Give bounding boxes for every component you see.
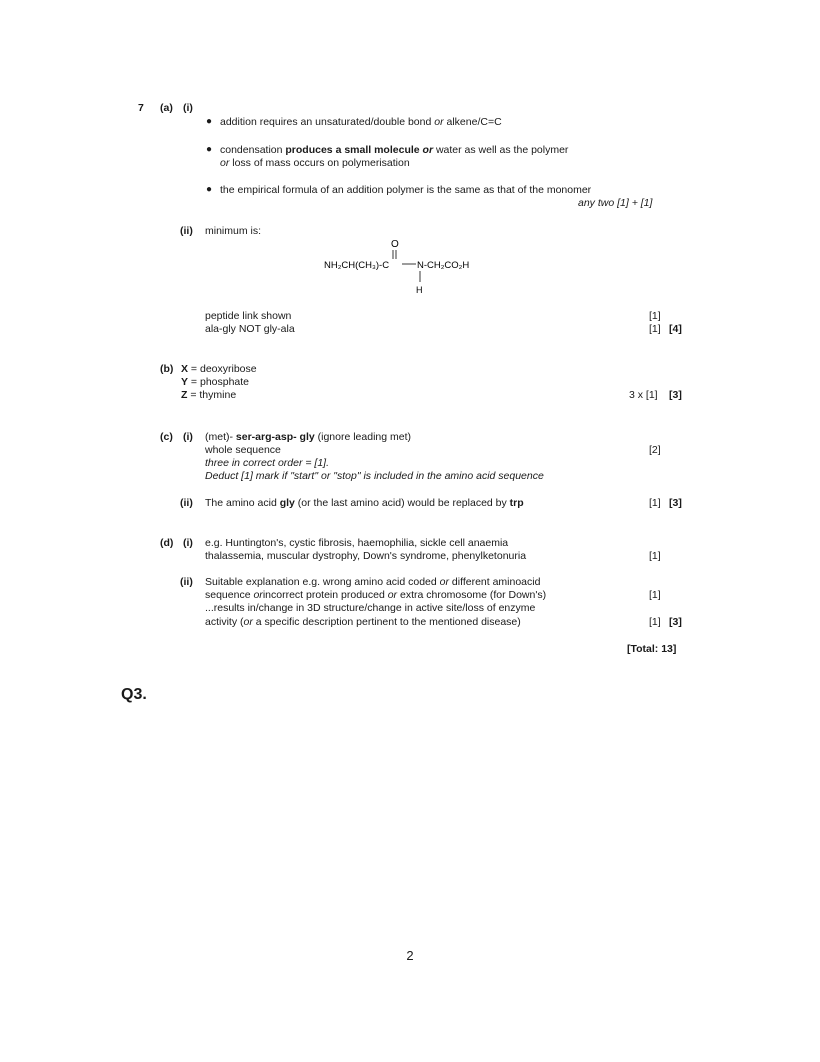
part-d-ii-label: (ii) xyxy=(180,576,193,588)
answer-line-b-z: Z = thymine xyxy=(181,389,237,401)
marks-a-i: any two [1] + [1] xyxy=(578,197,653,209)
bullet-dot: ● xyxy=(206,184,213,195)
answer-line-c-i-2: whole sequence xyxy=(205,444,281,456)
answer-line-a-i-2: condensation produces a small molecule or water as well as the polymer xyxy=(220,144,569,156)
answer-line-d-ii-4: activity (or a specific description pertinent to the mentioned disease) xyxy=(205,616,521,628)
mark-c-ii: [1] xyxy=(649,497,661,509)
bullet-dot: ● xyxy=(206,144,213,155)
mark-b: 3 x [1] xyxy=(629,389,658,401)
question-total: [Total: 13] xyxy=(627,643,677,655)
mark-d-ii-2: [1] xyxy=(649,616,661,628)
answer-line-b-x: X = deoxyribose xyxy=(181,363,257,375)
answer-line-b-y: Y = phosphate xyxy=(181,376,250,388)
hydrogen-atom-label: H xyxy=(416,285,423,295)
mark-a-ii-1: [1] xyxy=(649,310,661,322)
answer-line-a-ii-2: ala-gly NOT gly-ala xyxy=(205,323,295,335)
part-d-i-label: (i) xyxy=(183,537,193,549)
answer-line-a-i-2b: or loss of mass occurs on polymerisation xyxy=(220,157,410,169)
peptide-structure-diagram xyxy=(320,236,490,298)
answer-line-a-i-3: the empirical formula of an addition polymer is the same as that of the monomer xyxy=(220,184,592,196)
mark-d-ii-1: [1] xyxy=(649,589,661,601)
total-d: [3] xyxy=(669,616,682,628)
next-question-heading: Q3. xyxy=(121,686,147,703)
answer-line-a-ii-1: peptide link shown xyxy=(205,310,292,322)
answer-line-d-ii-3: ...results in/change in 3D structure/change in active site/loss of enzyme xyxy=(205,602,536,614)
page-number: 2 xyxy=(406,948,414,963)
part-a-label: (a) xyxy=(160,102,173,114)
answer-line-d-i-2: thalassemia, muscular dystrophy, Down's syndrome, phenylketonuria xyxy=(205,550,527,562)
mark-c-i: [2] xyxy=(649,444,661,456)
answer-line-d-i-1: e.g. Huntington's, cystic fibrosis, haemophilia, sickle cell anaemia xyxy=(205,537,509,549)
part-c-i-label: (i) xyxy=(183,431,193,443)
oxygen-atom-label: O xyxy=(391,239,399,250)
answer-line-a-i-1: addition requires an unsaturated/double bond or alkene/C=C xyxy=(220,116,502,128)
part-a-i-label: (i) xyxy=(183,102,193,114)
answer-line-c-i-4: Deduct [1] mark if "start" or "stop" is included in the amino acid sequence xyxy=(205,470,544,482)
total-a: [4] xyxy=(669,323,682,335)
part-a-ii-label: (ii) xyxy=(180,225,193,237)
total-b: [3] xyxy=(669,389,682,401)
answer-line-c-i-3: three in correct order = [1]. xyxy=(205,457,330,469)
part-b-label: (b) xyxy=(160,363,174,375)
answer-intro-a-ii: minimum is: xyxy=(205,225,262,237)
total-c: [3] xyxy=(669,497,682,509)
mark-a-ii-2: [1] xyxy=(649,323,661,335)
structure-right-fragment: N-CH₂CO₂H xyxy=(417,260,470,271)
answer-line-c-i-1: (met)- ser-arg-asp- gly (ignore leading met) xyxy=(205,431,412,443)
part-c-ii-label: (ii) xyxy=(180,497,193,509)
answer-line-d-ii-1: Suitable explanation e.g. wrong amino acid coded or different aminoacid xyxy=(205,576,541,588)
mark-d-i: [1] xyxy=(649,550,661,562)
bullet-dot: ● xyxy=(206,116,213,127)
part-d-label: (d) xyxy=(160,537,174,549)
question-number: 7 xyxy=(138,102,144,114)
answer-line-d-ii-2: sequence orincorrect protein produced or extra chromosome (for Down's) xyxy=(205,589,547,601)
structure-left-fragment: NH₂CH(CH₃)-C xyxy=(324,260,390,271)
part-c-label: (c) xyxy=(160,431,173,443)
answer-line-c-ii: The amino acid gly (or the last amino acid) would be replaced by trp xyxy=(205,497,524,509)
